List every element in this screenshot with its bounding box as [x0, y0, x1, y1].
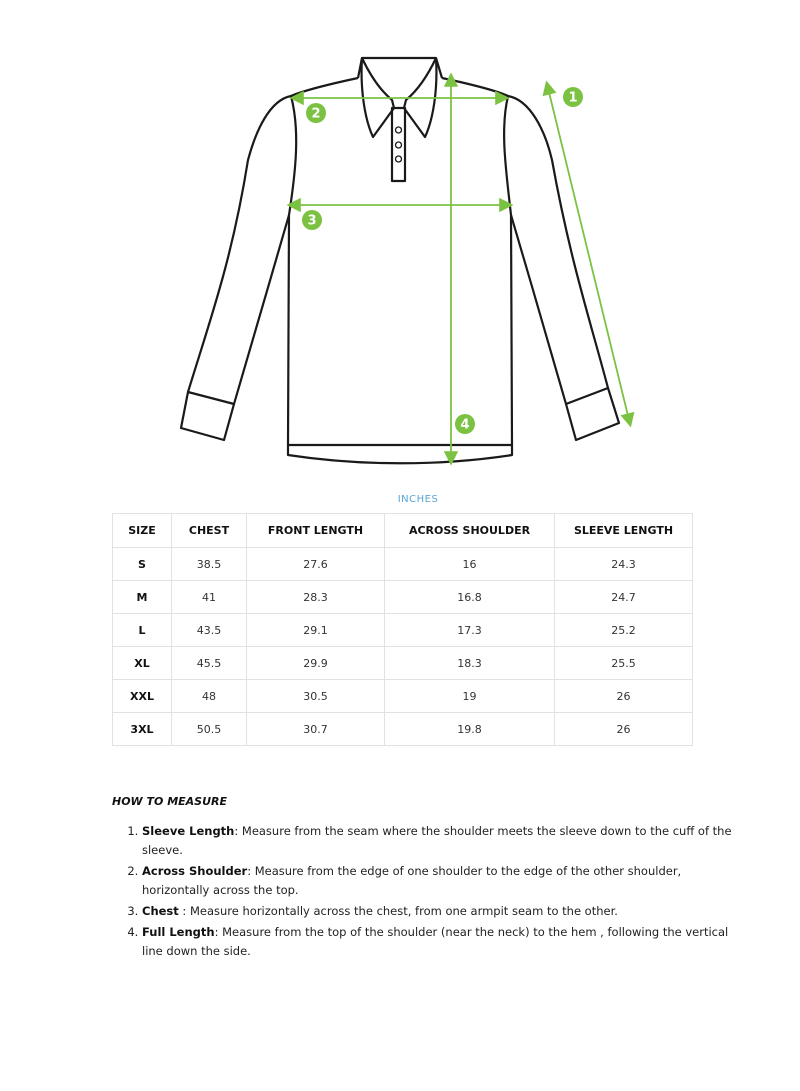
across-shoulder-cell: 18.3	[385, 647, 555, 680]
sleeve-length-cell: 26	[555, 680, 693, 713]
size-cell: XL	[113, 647, 172, 680]
svg-text:1: 1	[568, 90, 578, 106]
header-chest: CHEST	[172, 514, 247, 548]
front-length-cell: 27.6	[247, 548, 385, 581]
chest-cell: 48	[172, 680, 247, 713]
across-shoulder-cell: 17.3	[385, 614, 555, 647]
step-term: Full Length	[142, 925, 215, 939]
sleeve-length-cell: 24.3	[555, 548, 693, 581]
size-cell: M	[113, 581, 172, 614]
chest-cell: 38.5	[172, 548, 247, 581]
header-sleeve-length: SLEEVE LENGTH	[555, 514, 693, 548]
step-text: Measure from the seam where the shoulder meets the sleeve down to the cuff of the sleeve.	[142, 824, 732, 857]
step-term: Sleeve Length	[142, 824, 235, 838]
sleeve-length-cell: 25.5	[555, 647, 693, 680]
size-cell: S	[113, 548, 172, 581]
table-row	[113, 680, 693, 713]
table-header-row	[113, 514, 693, 548]
list-item	[142, 862, 732, 900]
step-text: Measure horizontally across the chest, from one armpit seam to the other.	[189, 904, 618, 918]
across-shoulder-cell: 16	[385, 548, 555, 581]
step-separator: :	[214, 925, 223, 939]
across-shoulder-cell: 19	[385, 680, 555, 713]
sleeve-length-arrow	[547, 84, 630, 424]
shirt-measurement-diagram	[0, 0, 800, 480]
list-item	[142, 923, 732, 961]
sleeve-length-cell: 25.2	[555, 614, 693, 647]
across-shoulder-cell: 19.8	[385, 713, 555, 746]
front-length-cell: 30.5	[247, 680, 385, 713]
front-length-cell: 28.3	[247, 581, 385, 614]
size-cell: 3XL	[113, 713, 172, 746]
how-to-measure-title: HOW TO MEASURE	[112, 795, 228, 808]
front-length-cell: 29.1	[247, 614, 385, 647]
marker-4	[455, 414, 475, 434]
size-chart-table	[112, 513, 693, 746]
table-row	[113, 581, 693, 614]
svg-text:3: 3	[307, 213, 317, 229]
front-length-cell: 30.7	[247, 713, 385, 746]
placket-buttons	[396, 127, 402, 162]
list-item	[142, 822, 732, 860]
marker-1	[563, 87, 583, 107]
marker-3	[302, 210, 322, 230]
step-separator: :	[178, 904, 190, 918]
step-term: Chest	[142, 904, 179, 918]
chest-cell: 41	[172, 581, 247, 614]
step-term: Across Shoulder	[142, 864, 248, 878]
table-row	[113, 647, 693, 680]
measure-steps-list	[112, 822, 732, 963]
step-separator: :	[234, 824, 242, 838]
step-separator: :	[247, 864, 255, 878]
size-cell: L	[113, 614, 172, 647]
step-text: Measure from the edge of one shoulder to the edge of the other shoulder, horizontally across the top.	[142, 864, 682, 897]
table-row	[113, 713, 693, 746]
table-row	[113, 614, 693, 647]
chest-cell: 45.5	[172, 647, 247, 680]
svg-text:2: 2	[311, 106, 321, 122]
across-shoulder-cell: 16.8	[385, 581, 555, 614]
chest-cell: 43.5	[172, 614, 247, 647]
marker-2	[306, 103, 326, 123]
list-item	[142, 902, 732, 921]
step-text: Measure from the top of the shoulder (near the neck) to the hem , following the vertical line down the side.	[142, 925, 729, 958]
chest-cell: 50.5	[172, 713, 247, 746]
header-size: SIZE	[113, 514, 172, 548]
table-row	[113, 548, 693, 581]
unit-label: INCHES	[397, 494, 439, 505]
front-length-cell: 29.9	[247, 647, 385, 680]
header-across-shoulder: ACROSS SHOULDER	[385, 514, 555, 548]
size-cell: XXL	[113, 680, 172, 713]
shirt-outline	[181, 58, 619, 463]
svg-text:4: 4	[460, 417, 470, 433]
header-front-length: FRONT LENGTH	[247, 514, 385, 548]
sleeve-length-cell: 24.7	[555, 581, 693, 614]
sleeve-length-cell: 26	[555, 713, 693, 746]
